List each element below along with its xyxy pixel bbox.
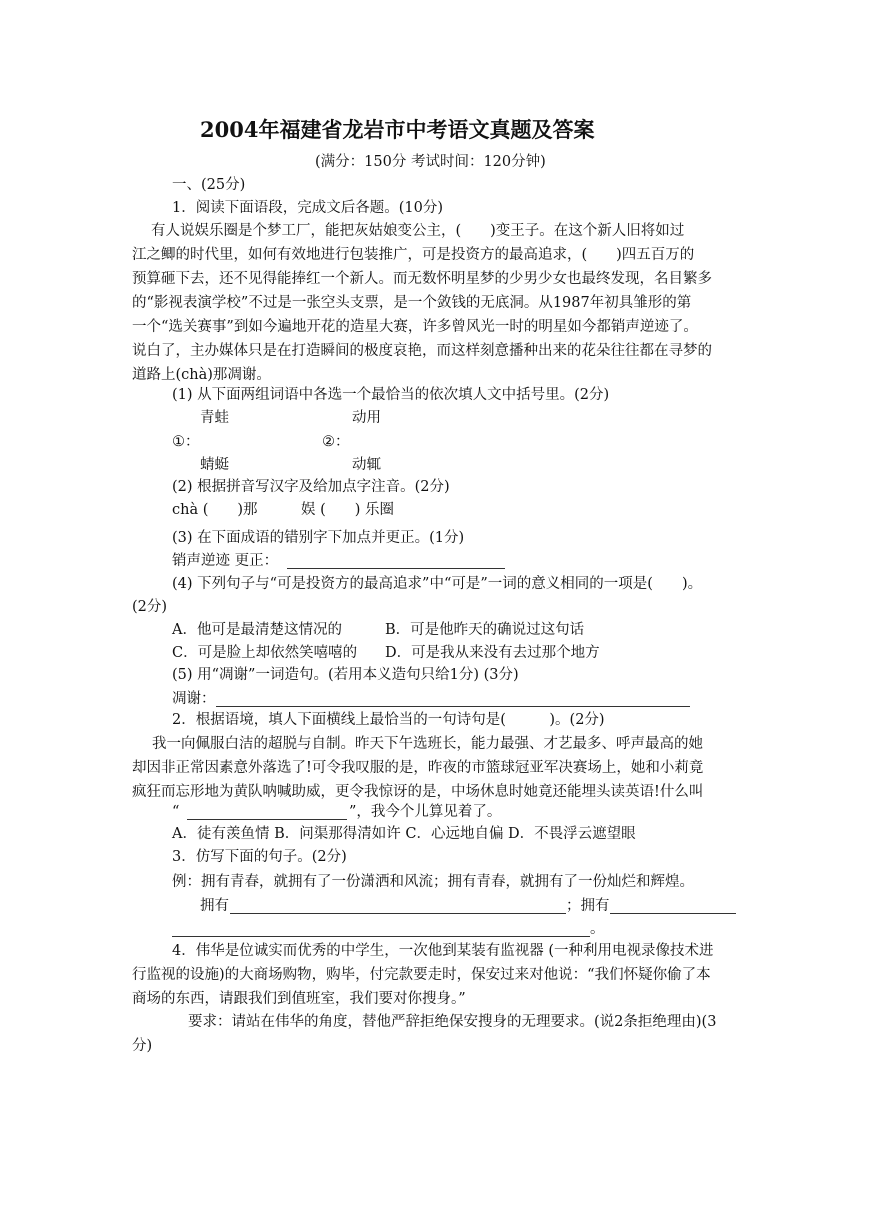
exam-subtitle: (满分：150分 考试时间：120分钟) [315, 154, 546, 170]
poem-options: A．徒有羡鱼情 B．问渠那得清如许 C．心远地自偏 D．不畏浮云遮望眼 [172, 826, 636, 842]
blank-marker: ②： [322, 434, 350, 450]
passage-line: 道路上(chà)那凋谢。 [132, 367, 271, 383]
option-b: B．可是他昨天的确说过这句话 [385, 622, 585, 638]
question-4-line: 4．伟华是位诚实而优秀的中学生，一次他到某装有监视器 (一种利用电视录像技术进 [172, 943, 714, 959]
option-d: D．可是我从来没有去过那个地方 [385, 645, 600, 661]
question-4-line: 行监视的设施)的大商场购物，购毕，付完款要走时，保安过来对他说：“我们怀疑你偷了本 [132, 967, 711, 983]
answer-label: 凋谢： [172, 691, 216, 707]
section-heading: 一、(25分) [172, 177, 246, 193]
sub-question-prompt: (2) 根据拼音写汉字及给加点字注音。(2分) [172, 479, 450, 495]
passage-line: 我一向佩服白洁的超脱与自制。昨天下午选班长，能力最强、才艺最多、呼声最高的她 [152, 736, 703, 752]
blank-quote-open: “ [172, 804, 180, 820]
poem-blank[interactable] [187, 804, 347, 820]
sub-question-prompt: (4) 下列句子与“可是投资方的最高追求”中“可是”一词的意义相同的一项是( )。 [172, 576, 703, 592]
passage-line: 的“影视表演学校”不过是一张空头支票，是一个敛钱的无底洞。从1987年初具雏形的第 [132, 295, 692, 311]
question-2-heading: 2．根据语境，填人下面横线上最恰当的一句诗句是( )。(2分) [172, 712, 605, 728]
page-title: 2004年福建省龙岩市中考语文真题及答案 [200, 117, 595, 142]
word-choice: 青蛙 [200, 410, 229, 426]
option-a: A．他可是最清楚这情况的 [172, 622, 342, 638]
answer-label: 销声逆迹 更正： [172, 553, 279, 569]
fill-label: 拥有 [200, 898, 229, 914]
sub-question-prompt: (3) 在下面成语的错别字下加点并更正。(1分) [172, 530, 465, 546]
fill-end: 。 [590, 921, 605, 937]
question-1-heading: 1．阅读下面语段，完成文后各题。(10分) [172, 200, 443, 216]
option-c: C．可是脸上却依然笑嘻嘻的 [172, 645, 358, 661]
passage-line: 预算砸下去，还不见得能捧红一个新人。而无数怀明星梦的少男少女也最终发现，名目繁多 [132, 271, 712, 287]
question-4-line: 商场的东西，请跟我们到值班室，我们要对你搜身。” [132, 991, 466, 1007]
sub-question-prompt: (5) 用“凋谢”一词造句。(若用本义造句只给1分) (3分) [172, 667, 519, 683]
word-choice: 动辄 [352, 457, 381, 473]
blank-quote-close: ”，我今个儿算见着了。 [349, 804, 502, 820]
answer-blank[interactable] [216, 691, 690, 707]
imitation-blank[interactable] [172, 921, 590, 937]
passage-line: 有人说娱乐圈是个梦工厂，能把灰姑娘变公主，( )变王子。在这个新人旧将如过 [151, 223, 685, 239]
word-choice: 蜻蜓 [200, 457, 229, 473]
answer-blank[interactable] [287, 553, 505, 569]
passage-line: 江之鲫的时代里，如何有效地进行包装推广，可是投资方的最高追求，( )四五百万的 [132, 247, 695, 263]
imitation-blank[interactable] [230, 898, 566, 914]
passage-line: 疯狂而忘形地为黄队呐喊助威，更令我惊讶的是，中场休息时她竟还能埋头读英语!什么叫 [132, 784, 704, 800]
requirement-continuation: 分) [132, 1038, 153, 1054]
requirement-text: 要求：请站在伟华的角度，替他严辞拒绝保安搜身的无理要求。(说2条拒绝理由)(3 [188, 1014, 717, 1030]
passage-line: 却因非正常因素意外落选了!可令我叹服的是，昨夜的市篮球冠亚军决赛场上，她和小莉竟 [132, 760, 704, 776]
imitation-blank[interactable] [610, 898, 736, 914]
question-3-heading: 3．仿写下面的句子。(2分) [172, 849, 347, 865]
word-choice: 动用 [352, 410, 381, 426]
blank-marker: ①： [172, 434, 200, 450]
fill-separator: ；拥有 [566, 898, 610, 914]
example-sentence: 例：拥有青春，就拥有了一份潇洒和风流；拥有青春，就拥有了一份灿烂和辉煌。 [172, 874, 694, 890]
sub-question-prompt: (1) 从下面两组词语中各选一个最恰当的依次填人文中括号里。(2分) [172, 387, 610, 403]
passage-line: 一个“选关赛事”到如今遍地开花的造星大赛，许多曾风光一时的明星如今都销声逆迹了。 [132, 319, 698, 335]
passage-line: 说白了，主办媒体只是在打造瞬间的极度哀艳，而这样刻意播种出来的花朵往往都在寻梦的 [132, 343, 712, 359]
prompt-continuation: (2分) [132, 599, 168, 615]
pinyin-answer-line: chà ( )那 娱 ( ) 乐圈 [172, 502, 395, 518]
